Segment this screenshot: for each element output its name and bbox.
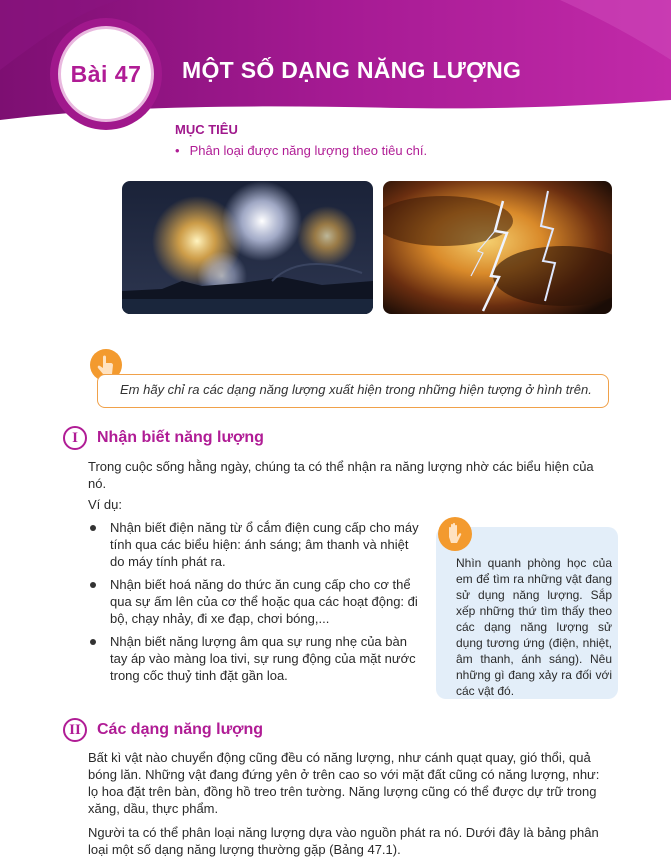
list-item [88, 633, 423, 684]
raised-hand-icon [438, 517, 472, 551]
fireworks-photo [122, 181, 373, 314]
lesson-badge-inner [58, 26, 154, 122]
objectives-heading: MỤC TIÊU [175, 122, 238, 137]
bullet-icon: • [175, 143, 180, 158]
objectives [175, 122, 427, 158]
example-label: Ví dụ: [88, 497, 122, 512]
bullet-icon [90, 639, 96, 645]
objective-item [175, 143, 427, 158]
section-2-paragraph-1: Bất kì vật nào chuyển động cũng đều có năng lượng, như cánh quạt quay, gió thổi, quả bóng lăn. Những vật đang đứng yên ở trên cao so với mặt đất cũng có năng lượng, như: lọ hoa đặt trên bàn, đồng hồ treo trên tường. Năng lượng cũng có thể được dự trữ trong xăng, dầu, thực phẩm. [88, 750, 600, 816]
lesson-header [0, 0, 671, 140]
section-2-paragraph-2: Người ta có thể phân loại năng lượng dựa vào nguồn phát ra nó. Dưới đây là bảng phân loại một số dạng năng lượng thường gặp (Bảng 47.1). [88, 825, 599, 857]
activity-text: Nhìn quanh phòng học của em để tìm ra những vật đang sử dụng năng lượng. Sắp xếp những thứ tìm thấy theo các dạng năng lượng sử dụng tương ứng (điện, nhiệt, âm thanh, ánh sáng). Nêu những gì đang xảy ra đối với các vật đó. [456, 556, 612, 698]
section-2-title: Các dạng năng lượng [97, 721, 264, 738]
list-item-text: Nhận biết năng lượng âm qua sự rung nhẹ của bàn tay áp vào màng loa tivi, sự rung động của mặt nước trong cốc thuỷ tinh đặt gần loa. [110, 634, 416, 683]
section-1-number: I [63, 426, 87, 450]
list-item [88, 576, 423, 627]
lightning-photo [383, 181, 612, 314]
bullet-icon [90, 525, 96, 531]
question-text: Em hãy chỉ ra các dạng năng lượng xuất hiện trong những hiện tượng ở hình trên. [120, 382, 592, 397]
lesson-title: MỘT SỐ DẠNG NĂNG LƯỢNG [182, 57, 522, 83]
list-item [88, 519, 423, 570]
objective-text: Phân loại được năng lượng theo tiêu chí. [189, 143, 428, 158]
list-item-text: Nhận biết hoá năng do thức ăn cung cấp cho cơ thể qua sự ấm lên của cơ thể hoặc qua các hoạt động: đi bộ, chạy nhảy, đi xe đạp, chơi bóng,... [110, 577, 418, 626]
section-1-intro: Trong cuộc sống hằng ngày, chúng ta có thể nhận ra năng lượng nhờ các biểu hiện của nó. [88, 459, 594, 491]
section-2-number: II [63, 718, 87, 742]
bullet-icon [90, 582, 96, 588]
list-item-text: Nhận biết điện năng từ ổ cắm điện cung cấp cho máy tính qua các biểu hiện: ánh sáng; âm thanh và nhiệt do máy tính phát ra. [110, 520, 419, 569]
example-list [88, 519, 423, 690]
lesson-number: Bài 47 [70, 60, 142, 87]
section-1-title: Nhận biết năng lượng [97, 429, 264, 446]
section-2-heading [63, 718, 263, 742]
section-1-heading [63, 426, 264, 450]
